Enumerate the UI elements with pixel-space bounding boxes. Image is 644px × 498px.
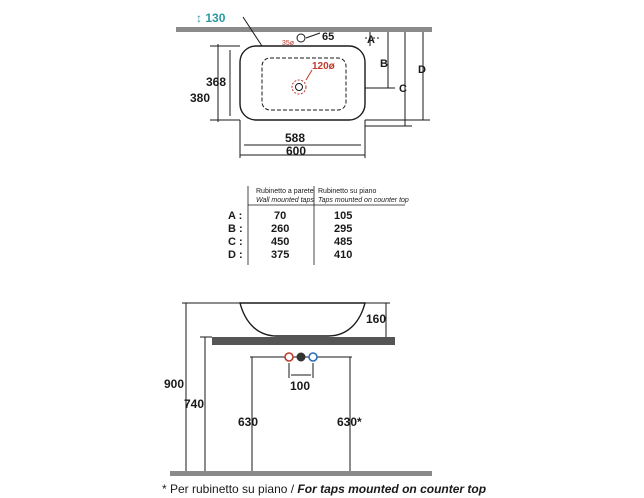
width-inner-label: 588 [285,131,306,145]
row-wall-value: 70 [274,210,287,222]
letter-A: A [367,34,375,46]
row-key: C : [228,236,243,248]
header-counter-en: Taps mounted on counter top [318,197,409,204]
row-wall-value: 260 [271,223,290,235]
row-key: A : [228,210,243,222]
row-wall-value: 375 [271,249,290,261]
floor-band [170,471,432,476]
width-outer-label: 600 [286,144,307,158]
right-supply-height-label: 630* [337,415,362,429]
row-key: D : [228,249,243,261]
cold-supply-icon [309,353,317,361]
overflow-label: ↕ 130 [196,11,226,25]
header-counter-it: Rubinetto su piano [318,188,377,195]
letter-B: B [380,58,388,70]
bowl-height-label: 160 [366,312,387,326]
tap-hole-label: 65 [322,31,335,43]
footnote-it: * Per rubinetto su piano / [162,482,298,496]
footnote-en: For taps mounted on counter top [297,482,487,496]
tap-hole-leader [306,33,320,38]
counter-height-label: 740 [184,397,205,411]
counter-slab [212,337,395,345]
drain-outer [292,80,306,94]
letter-C: C [399,83,407,95]
letter-D: D [418,64,426,76]
row-counter-value: 295 [334,223,353,235]
depth-outer-label: 380 [190,91,211,105]
left-supply-height-label: 630 [238,415,259,429]
dimensions-table [228,186,409,265]
header-wall-it: Rubinetto a parete [256,188,314,195]
basin-bowl [240,303,365,336]
row-key: B : [228,223,243,235]
row-counter-value: 410 [334,249,353,261]
row-counter-value: 485 [334,236,353,248]
total-height-label: 900 [164,377,185,391]
drain-label: 120ø [312,61,335,72]
hot-supply-icon [285,353,293,361]
drain-outlet-icon [297,353,305,361]
header-wall-en: Wall mounted taps [256,197,314,204]
row-wall-value: 450 [271,236,290,248]
supply-spacing-label: 100 [290,379,311,393]
wall-band-top [176,27,432,32]
row-counter-value: 105 [334,210,353,222]
tap-hole [297,34,305,42]
tap-hole-note: 35ø [282,40,295,47]
drain-inner [296,84,303,91]
depth-inner-label: 368 [206,75,227,89]
footnote [162,482,486,496]
